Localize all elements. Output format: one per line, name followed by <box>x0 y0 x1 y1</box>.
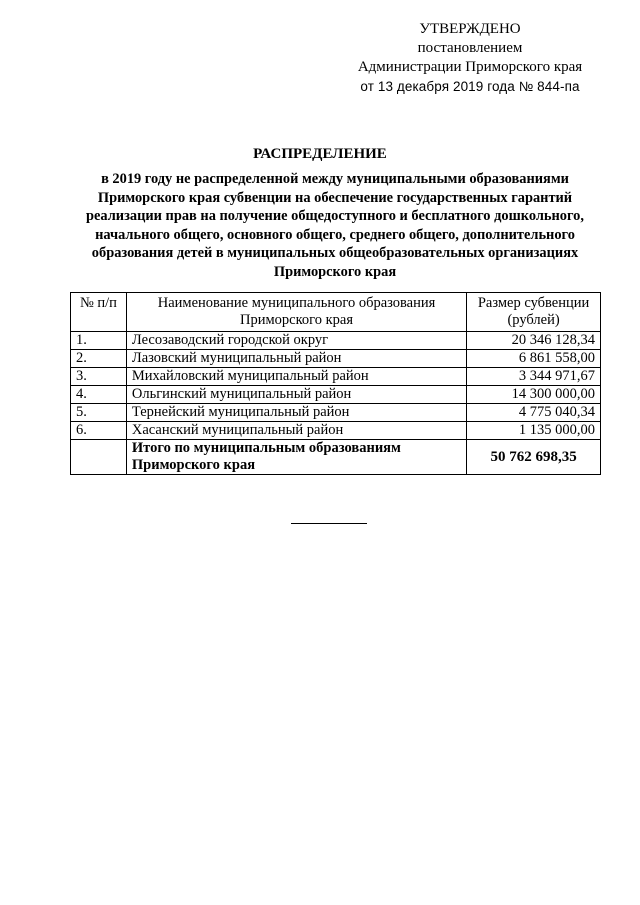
approval-authority: Администрации Приморского края <box>357 59 583 75</box>
row-amount: 20 346 128,34 <box>467 332 601 350</box>
table-row <box>71 404 601 422</box>
total-label: Итого по муниципальным образованиям Приморского края <box>126 440 466 475</box>
row-amount: 6 861 558,00 <box>467 350 601 368</box>
table-row <box>71 350 601 368</box>
total-num-cell <box>71 440 127 475</box>
row-amount: 1 135 000,00 <box>467 422 601 440</box>
total-amount: 50 762 698,35 <box>467 440 601 475</box>
row-name: Ольгинский муниципальный район <box>126 386 466 404</box>
row-name: Хасанский муниципальный район <box>126 422 466 440</box>
header-amount: Размер субвенции (рублей) <box>467 293 601 332</box>
approval-date-number: от 13 декабря 2019 года № 844-па <box>360 79 580 94</box>
row-amount: 14 300 000,00 <box>467 386 601 404</box>
row-num: 6. <box>71 422 127 440</box>
row-name: Тернейский муниципальный район <box>126 404 466 422</box>
table-row <box>71 332 601 350</box>
row-amount: 4 775 040,34 <box>467 404 601 422</box>
row-num: 1. <box>71 332 127 350</box>
approval-block <box>355 20 585 96</box>
row-name: Михайловский муниципальный район <box>126 368 466 386</box>
row-num: 5. <box>71 404 127 422</box>
distribution-table <box>70 292 601 475</box>
header-name: Наименование муниципального образования Приморского края <box>126 293 466 332</box>
row-name: Лесозаводский городской округ <box>126 332 466 350</box>
document-subtitle: в 2019 году не распределенной между муниципальными образованиями Приморского края субвенции на обеспечение государственных гарантий реализации прав на получение общедоступного и бесплатного дошкольного, начального общего, основного общего, среднего общего, дополнительного образования детей в муниципальных общеобразовательных организациях Приморского края <box>86 171 584 280</box>
total-row <box>71 440 601 475</box>
row-num: 4. <box>71 386 127 404</box>
approval-title: УТВЕРЖДЕНО <box>419 21 521 37</box>
table-row <box>71 386 601 404</box>
closing-rule <box>291 523 367 524</box>
document-title: РАСПРЕДЕЛЕНИЕ <box>253 146 387 162</box>
row-num: 3. <box>71 368 127 386</box>
table-row <box>71 368 601 386</box>
table-header-row <box>71 293 601 332</box>
header-num: № п/п <box>71 293 127 332</box>
table-row <box>71 422 601 440</box>
row-amount: 3 344 971,67 <box>467 368 601 386</box>
row-name: Лазовский муниципальный район <box>126 350 466 368</box>
row-num: 2. <box>71 350 127 368</box>
approval-decree-word: постановлением <box>417 40 523 56</box>
